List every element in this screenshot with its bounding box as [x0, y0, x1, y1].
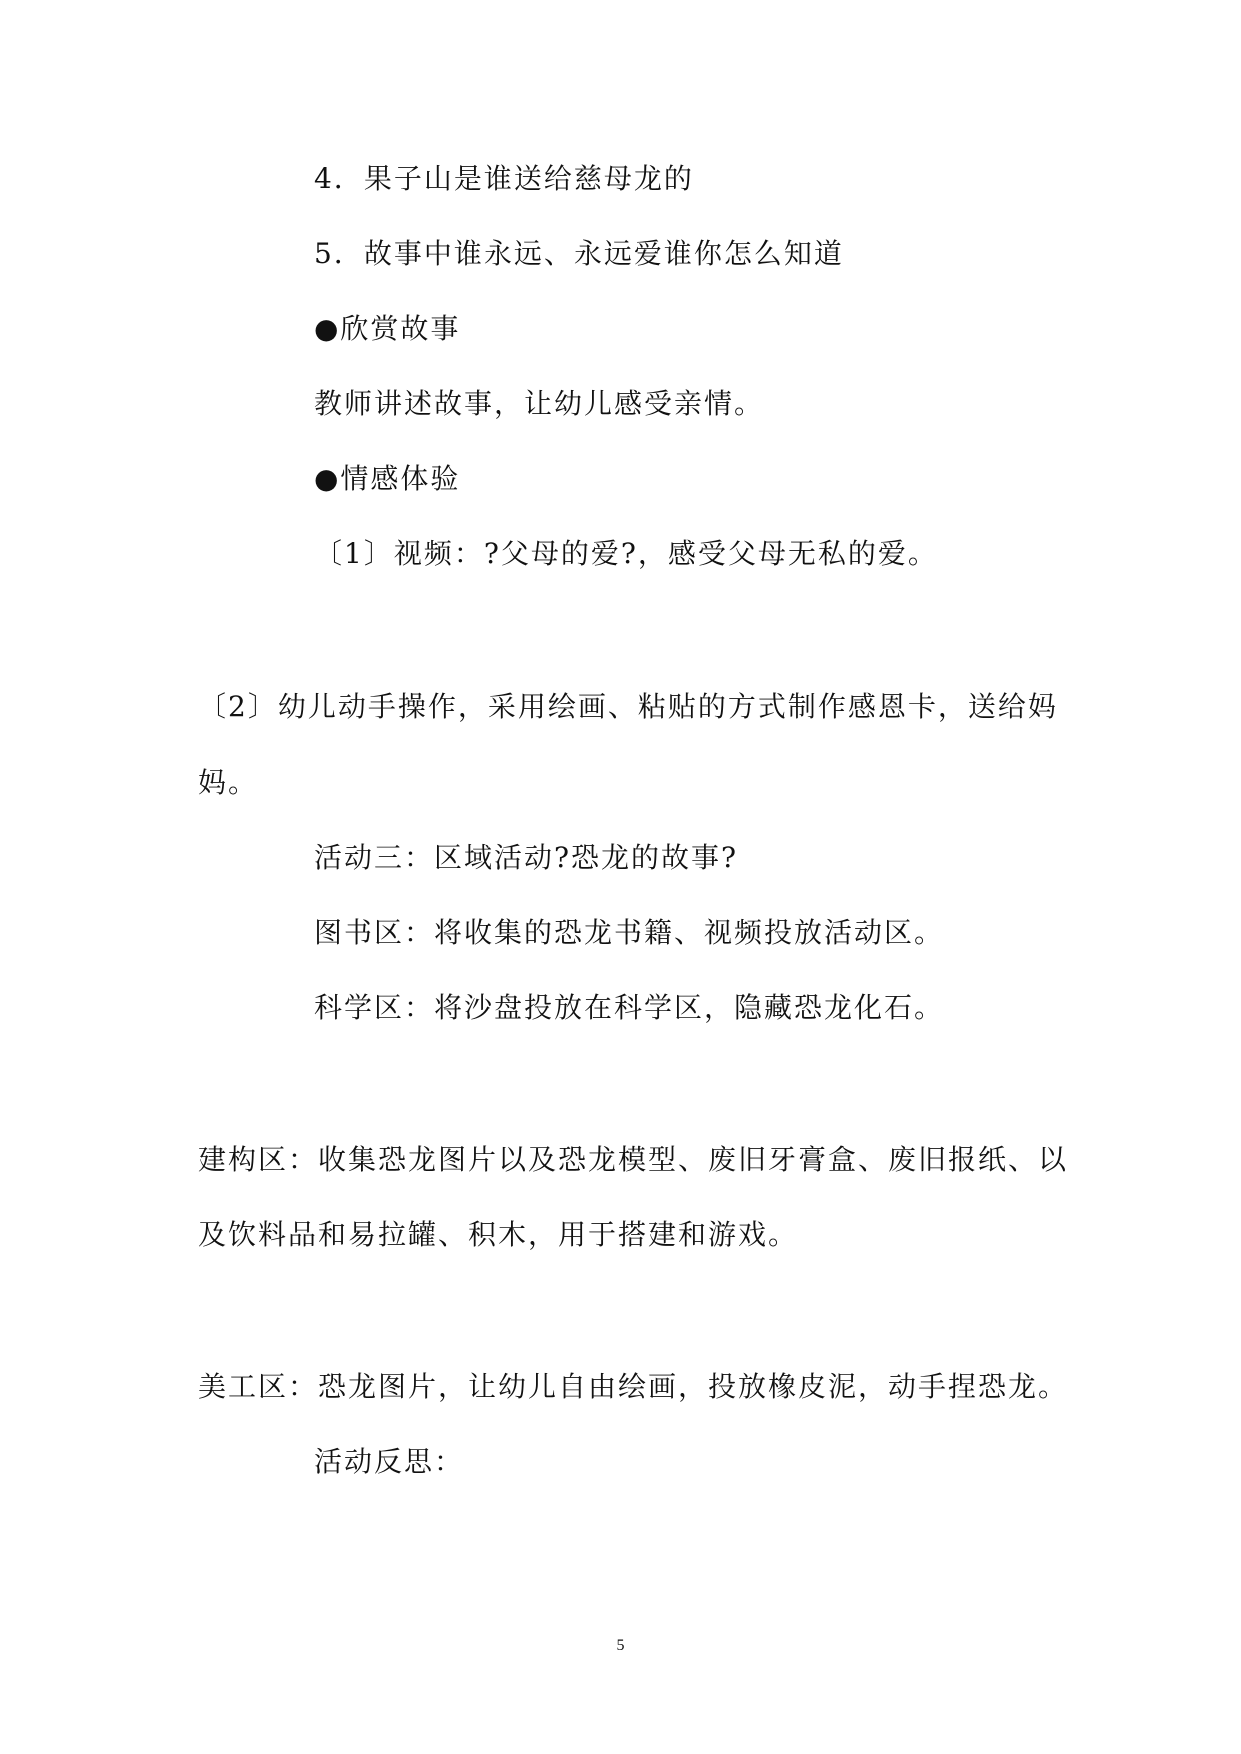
text-line-item-2-card: 〔2〕幼儿动手操作，采用绘画、粘贴的方式制作感恩卡，送给妈 — [198, 690, 1058, 723]
text-line-heading-emotional-experience: ●情感体验 — [314, 462, 461, 495]
text-line-science-area: 科学区：将沙盘投放在科学区，隐藏恐龙化石。 — [314, 991, 945, 1024]
text-line-art-area: 美工区：恐龙图片，让幼儿自由绘画，投放橡皮泥，动手捏恐龙。 — [198, 1370, 1069, 1403]
text-line-library-area: 图书区：将收集的恐龙书籍、视频投放活动区。 — [314, 916, 945, 949]
text-line-construction-area: 建构区：收集恐龙图片以及恐龙模型、废旧牙膏盒、废旧报纸、以 — [198, 1143, 1069, 1176]
text-line-question-4: 4．果子山是谁送给慈母龙的 — [314, 162, 694, 195]
text-line-activity-reflection: 活动反思： — [314, 1445, 465, 1478]
text-line-activity-three: 活动三：区域活动?恐龙的故事? — [314, 841, 739, 874]
text-line-item-1-video: 〔1〕视频：?父母的爱?，感受父母无私的爱。 — [314, 537, 938, 570]
text-line-construction-area-cont: 及饮料品和易拉罐、积木，用于搭建和游戏。 — [198, 1218, 799, 1251]
text-line-teacher-tells-story: 教师讲述故事，让幼儿感受亲情。 — [314, 387, 765, 420]
page-number: 5 — [616, 1637, 625, 1654]
text-line-item-2-card-cont: 妈。 — [198, 766, 259, 799]
text-line-heading-enjoy-story: ●欣赏故事 — [314, 312, 461, 345]
text-line-question-5: 5．故事中谁永远、永远爱谁你怎么知道 — [314, 237, 844, 270]
